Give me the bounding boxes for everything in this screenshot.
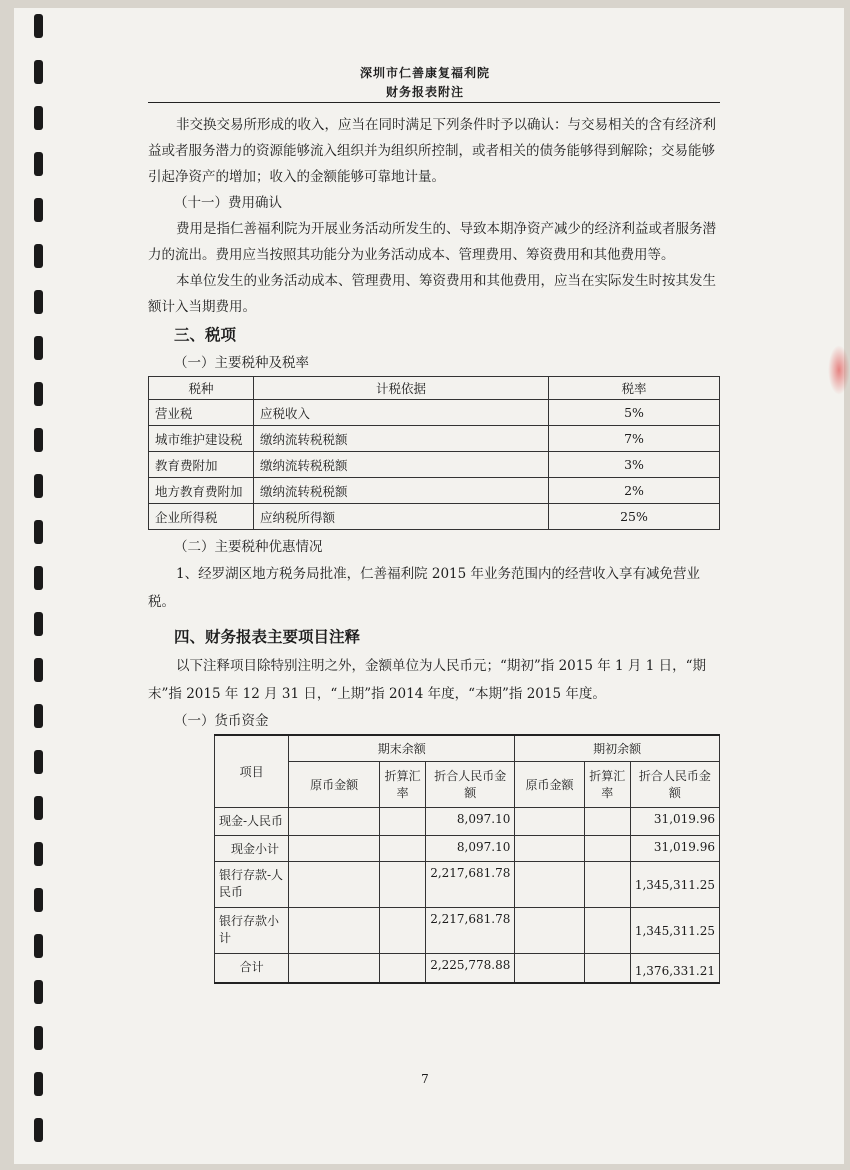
spiral-binding [0,0,60,1170]
begin-rmb-value: 1,376,331.21 [630,953,719,983]
table-header-row [149,377,720,400]
tax-rate: 25% [549,504,720,530]
end-rmb-value: 2,217,681.78 [426,861,515,907]
para-expense-definition: 费用是指仁善福利院为开展业务活动所发生的、导致本期净资产减少的经济利益或者服务潜力的流出。费用应当按照其功能分为业务活动成本、管理费用、筹资费用和其他费用等。 [148,221,716,263]
cash-item: 现金小计 [215,835,289,861]
col-begin-rmb: 折合人民币金额 [630,761,719,807]
tax-basis: 应纳税所得额 [254,504,549,530]
tax-name: 地方教育费附加 [149,478,254,504]
cash-item: 银行存款小计 [215,907,289,953]
tax-basis: 应税收入 [254,400,549,426]
para-nonexchange-revenue: 非交换交易所形成的收入，应当在同时满足下列条件时予以确认：与交易相关的含有经济利益或者服务潜力的资源能够流入组织并为组织所控制，或者相关的债务能够得到解除；交易能够引起净资产的增加；收入的金额能够可靠地计量。 [148,117,716,185]
table-row [149,452,720,478]
begin-rmb-value: 31,019.96 [630,807,719,835]
begin-rmb-value: 31,019.96 [630,835,719,861]
tax-preference-text: 1、经罗湖区地方税务局批准，仁善福利院 2015 年业务范围内的经营收入享有减免营业税。 [148,566,701,610]
col-end-balance: 期末余额 [289,735,515,761]
tax-rate: 3% [549,452,720,478]
col-end-rate: 折算汇率 [380,761,426,807]
cash-item: 现金-人民币 [215,807,289,835]
header-rule [148,102,720,103]
table-row [215,861,720,907]
para-expense-recognition: 本单位发生的业务活动成本、管理费用、筹资费用和其他费用，应当在实际发生时按其发生额计入当期费用。 [148,273,716,315]
begin-rmb-value: 1,345,311.25 [630,907,719,953]
tax-basis: 缴纳流转税税额 [254,452,549,478]
end-rmb-value: 8,097.10 [426,807,515,835]
cash-item: 银行存款-人民币 [215,861,289,907]
header-subtitle: 财务报表附注 [385,85,464,99]
section-11-title: （十一）费用确认 [174,195,282,211]
table-header-row [215,735,720,761]
col-tax-basis: 计税依据 [254,377,549,400]
col-begin-rate: 折算汇率 [584,761,630,807]
red-stamp-smudge [828,345,850,395]
table-subheader-row [215,761,720,807]
header-org: 深圳市仁善康复福利院 [359,66,490,80]
end-rmb-value: 2,225,778.88 [426,953,515,983]
tax-name: 企业所得税 [149,504,254,530]
table-row [215,807,720,835]
table-row [149,426,720,452]
tax-rate: 2% [549,478,720,504]
end-rmb-value: 8,097.10 [426,835,515,861]
tax-basis: 缴纳流转税税额 [254,426,549,452]
col-end-rmb: 折合人民币金额 [426,761,515,807]
tax-name: 教育费附加 [149,452,254,478]
col-end-orig: 原币金额 [289,761,380,807]
col-item: 项目 [215,735,289,807]
end-rmb-value: 2,217,681.78 [426,907,515,953]
begin-rmb-value: 1,345,311.25 [630,861,719,907]
tax-rate-table [148,376,720,530]
cash-item: 合计 [215,953,289,983]
tax-rate: 7% [549,426,720,452]
section-3-title: 三、税项 [174,325,237,344]
table-row [149,504,720,530]
table-row [149,400,720,426]
col-tax-type: 税种 [149,377,254,400]
table-row [149,478,720,504]
tax-name: 城市维护建设税 [149,426,254,452]
cash-subtitle: （一）货币资金 [174,713,269,729]
table-row [215,907,720,953]
section-4-title: 四、财务报表主要项目注释 [174,627,361,646]
document-body [148,112,720,984]
tax-name: 营业税 [149,400,254,426]
page-number: 7 [421,1072,429,1086]
tax-preference-title: （二）主要税种优惠情况 [174,539,323,555]
para-notes-intro: 以下注释项目除特别注明之外，金额单位为人民币元；“期初”指 2015 年 1 月 1 日，“期末”指 2015 年 12 月 31 日，“上期”指 2014 年度，“本期”指 2015 年度。 [148,658,706,702]
col-tax-rate: 税率 [549,377,720,400]
table-row [215,835,720,861]
tax-subtitle: （一）主要税种及税率 [174,355,309,371]
col-begin-orig: 原币金额 [515,761,584,807]
col-begin-balance: 期初余额 [515,735,720,761]
tax-basis: 缴纳流转税税额 [254,478,549,504]
cash-balance-table [214,734,720,984]
table-row-total [215,953,720,983]
tax-rate: 5% [549,400,720,426]
